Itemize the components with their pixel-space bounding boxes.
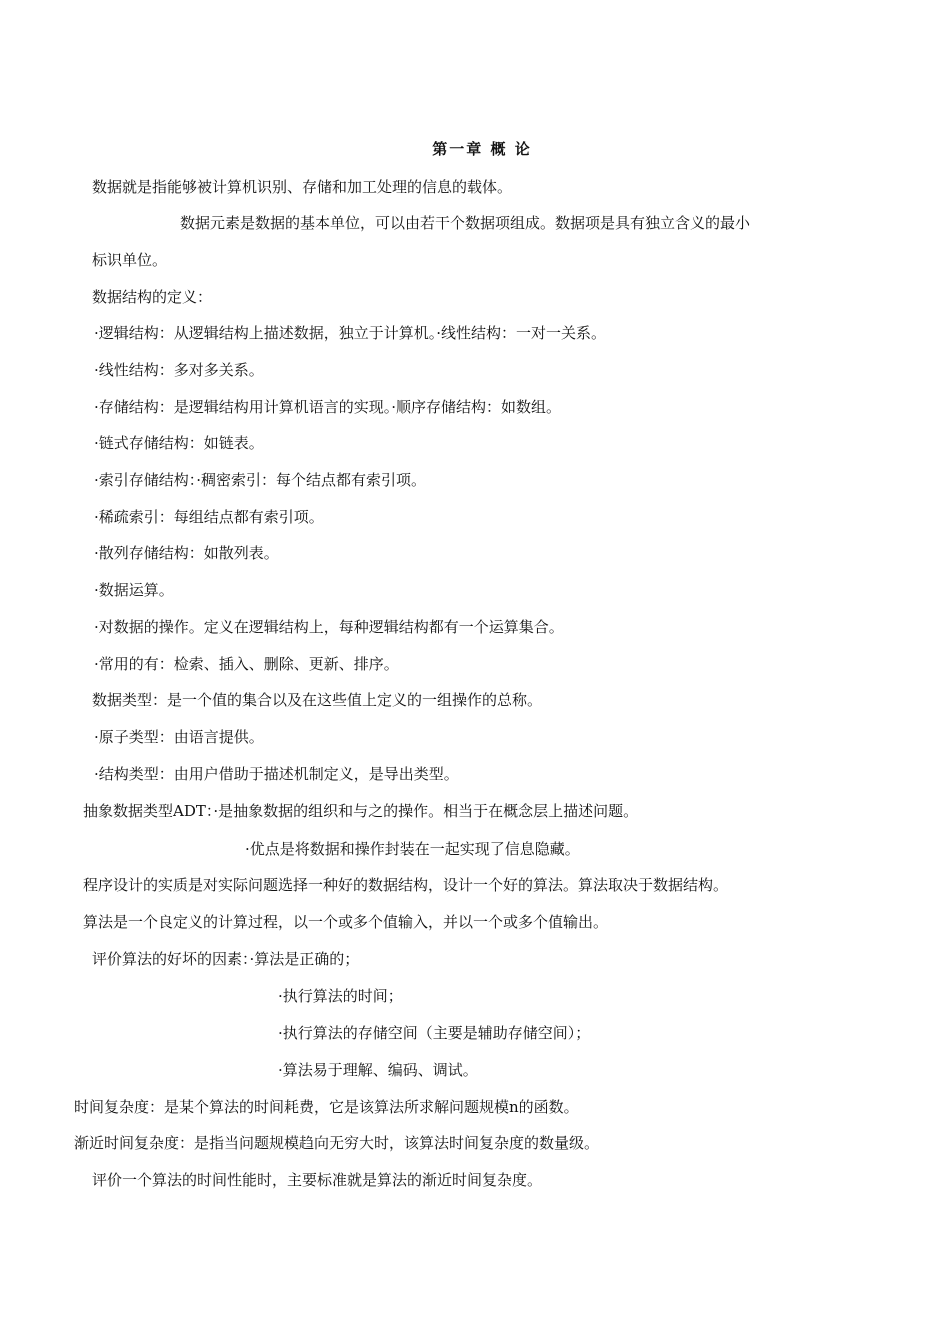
paragraph-line: ·执行算法的时间； bbox=[278, 987, 403, 1005]
paragraph-line: ·常用的有：检索、插入、删除、更新、排序。 bbox=[94, 655, 399, 673]
paragraph-line: 算法是一个良定义的计算过程，以一个或多个值输入，并以一个或多个值输出。 bbox=[83, 913, 609, 931]
paragraph-line: ·数据运算。 bbox=[94, 581, 174, 599]
paragraph-line: 评价一个算法的时间性能时，主要标准就是算法的渐近时间复杂度。 bbox=[92, 1171, 543, 1189]
paragraph-line: ·逻辑结构：从逻辑结构上描述数据，独立于计算机。·线性结构：一对一关系。 bbox=[94, 324, 607, 342]
paragraph-line: ·存储结构：是逻辑结构用计算机语言的实现。·顺序存储结构：如数组。 bbox=[94, 398, 562, 416]
paragraph-line: 评价算法的好坏的因素：·算法是正确的； bbox=[92, 950, 360, 968]
paragraph-line: ·链式存储结构：如链表。 bbox=[94, 434, 264, 452]
paragraph-line: ·稀疏索引：每组结点都有索引项。 bbox=[94, 508, 324, 526]
paragraph-line: 渐近时间复杂度：是指当问题规模趋向无穷大时，该算法时间复杂度的数量级。 bbox=[74, 1134, 600, 1152]
paragraph-line: ·结构类型：由用户借助于描述机制定义，是导出类型。 bbox=[94, 765, 459, 783]
paragraph-line: ·对数据的操作。定义在逻辑结构上，每种逻辑结构都有一个运算集合。 bbox=[94, 618, 564, 636]
paragraph-line: ·线性结构：多对多关系。 bbox=[94, 361, 264, 379]
paragraph-line: 数据类型：是一个值的集合以及在这些值上定义的一组操作的总称。 bbox=[92, 691, 543, 709]
paragraph-line: ·索引存储结构：·稠密索引：每个结点都有索引项。 bbox=[94, 471, 427, 489]
chapter-title: 第一章 概 论 bbox=[432, 140, 532, 158]
paragraph-line: 数据元素是数据的基本单位，可以由若干个数据项组成。数据项是具有独立含义的最小 bbox=[180, 214, 751, 232]
paragraph-line: 抽象数据类型ADT：·是抽象数据的组织和与之的操作。相当于在概念层上描述问题。 bbox=[83, 802, 639, 820]
paragraph-line: ·散列存储结构：如散列表。 bbox=[94, 544, 279, 562]
paragraph-line: ·原子类型：由语言提供。 bbox=[94, 728, 264, 746]
paragraph-line: 时间复杂度：是某个算法的时间耗费，它是该算法所求解问题规模n的函数。 bbox=[74, 1098, 579, 1116]
paragraph-line: 标识单位。 bbox=[92, 251, 168, 269]
paragraph-line: ·算法易于理解、编码、调试。 bbox=[278, 1061, 478, 1079]
paragraph-line: ·执行算法的存储空间（主要是辅助存储空间）； bbox=[278, 1024, 591, 1042]
paragraph-line: 程序设计的实质是对实际问题选择一种好的数据结构，设计一个好的算法。算法取决于数据结构。 bbox=[83, 876, 729, 894]
paragraph-line: 数据结构的定义： bbox=[92, 288, 213, 306]
paragraph-line: ·优点是将数据和操作封装在一起实现了信息隐藏。 bbox=[245, 840, 580, 858]
paragraph-line: 数据就是指能够被计算机识别、存储和加工处理的信息的载体。 bbox=[92, 178, 513, 196]
